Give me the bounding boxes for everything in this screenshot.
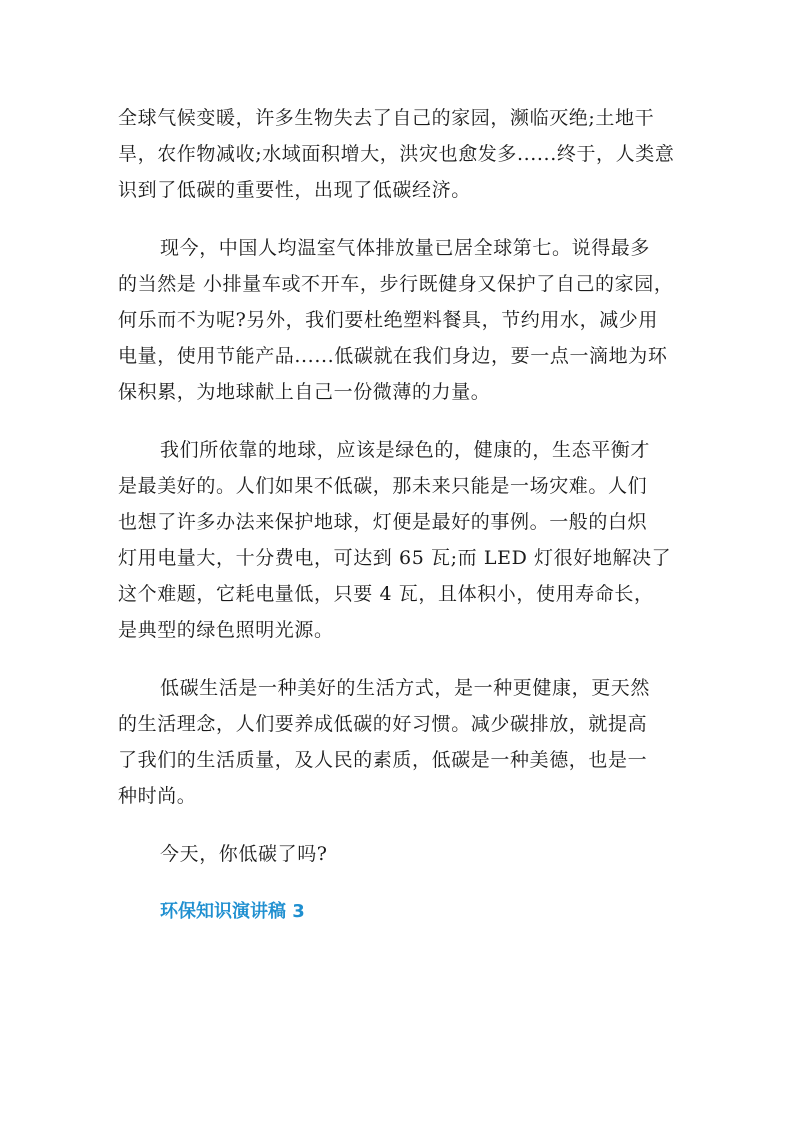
paragraph-question xyxy=(118,836,678,872)
text-line: 是最美好的。人们如果不低碳，那未来只能是一场灾难。人们 xyxy=(118,475,648,497)
text-line: 现今，中国人均温室气体排放量已居全球第七。说得最多 xyxy=(160,237,651,259)
paragraph-green-earth xyxy=(118,432,678,648)
text-line: 保积累，为地球献上自己一份微薄的力量。 xyxy=(118,381,491,403)
text-line: 电量，使用节能产品......低碳就在我们身边，要一点一滴地为环 xyxy=(118,345,668,367)
section-heading: 环保知识演讲稿 3 xyxy=(160,901,305,922)
text-line: 何乐而不为呢?另外，我们要杜绝塑料餐具，节约用水，减少用 xyxy=(118,309,658,331)
text-line: 也想了许多办法来保护地球，灯便是最好的事例。一般的白炽 xyxy=(118,511,648,533)
text-line: 是典型的绿色照明光源。 xyxy=(118,619,334,641)
text-line: 了我们的生活质量，及人民的素质，低碳是一种美德，也是一 xyxy=(118,749,648,771)
paragraph-climate xyxy=(118,100,678,208)
text-line: 的生活理念，人们要养成低碳的好习惯。减少碳排放，就提高 xyxy=(118,713,648,735)
text-line: 的当然是 小排量车或不开车，步行既健身又保护了自己的家园， xyxy=(118,273,674,295)
text-line: 灯用电量大，十分费电，可达到 65 瓦;而 LED 灯很好地解决了 xyxy=(118,547,672,569)
text-line: 低碳生活是一种美好的生活方式，是一种更健康，更天然 xyxy=(160,677,651,699)
text-line: 这个难题，它耗电量低，只要 4 瓦，且体积小，使用寿命长， xyxy=(118,583,654,605)
text-line: 我们所依靠的地球，应该是绿色的，健康的，生态平衡才 xyxy=(160,439,651,461)
text-line: 识到了低碳的重要性，出现了低碳经济。 xyxy=(118,179,471,201)
text-line: 全球气候变暖，许多生物失去了自己的家园，濒临灭绝;土地干 xyxy=(118,107,655,129)
paragraph-emissions xyxy=(118,230,678,410)
paragraph-low-carbon-life xyxy=(118,670,678,814)
document-page xyxy=(118,100,678,930)
text-line: 种时尚。 xyxy=(118,785,197,807)
text-line: 今天，你低碳了吗? xyxy=(160,843,328,865)
text-line: 旱，农作物减收;水域面积增大，洪灾也愈发多......终于，人类意 xyxy=(118,143,675,165)
